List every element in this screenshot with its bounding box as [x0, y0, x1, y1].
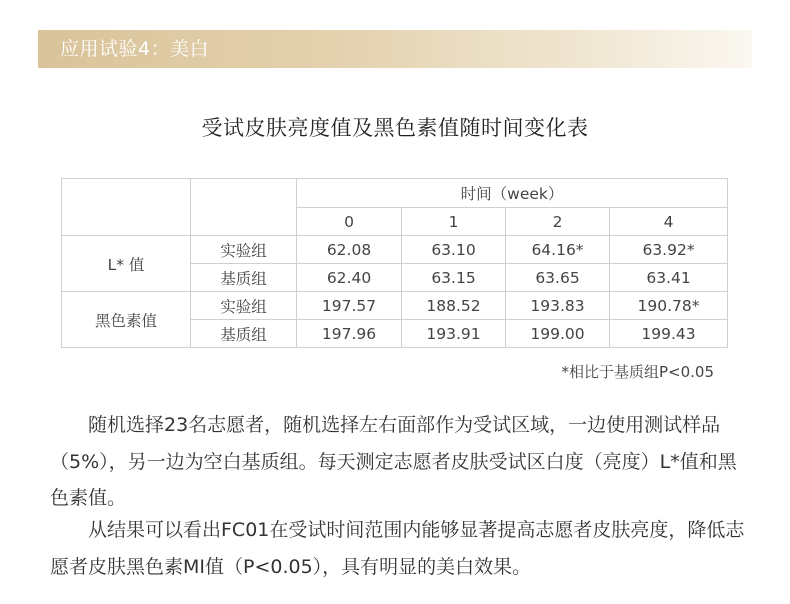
table-title: 受试皮肤亮度值及黑色素值随时间变化表 [201, 116, 589, 140]
table-cell: 188.52 [402, 292, 506, 320]
data-table [61, 178, 728, 348]
table-cell: 64.16* [506, 236, 610, 264]
row-label: 实验组 [191, 292, 297, 320]
table-header-row [62, 179, 728, 208]
header-corner-cell [62, 179, 191, 236]
table-cell: 63.15 [402, 264, 506, 292]
week-header: 4 [610, 208, 728, 236]
section-banner [38, 30, 752, 68]
row-label: 基质组 [191, 264, 297, 292]
week-header: 1 [402, 208, 506, 236]
table-cell: 63.41 [610, 264, 728, 292]
week-header: 2 [506, 208, 610, 236]
header-group-cell [191, 179, 297, 236]
table-row [62, 236, 728, 264]
method-paragraph: 随机选择23名志愿者，随机选择左右面部作为受试区域，一边使用测试样品（5%），另一边为空白基质组。每天测定志愿者皮肤受试区白度（亮度）L*值和黑色素值。 [50, 414, 737, 509]
row-label: 实验组 [191, 236, 297, 264]
row-label: 基质组 [191, 320, 297, 348]
section-title: 应用试验4：美白 [60, 38, 210, 60]
row-group-label: L* 值 [62, 236, 191, 292]
table-cell: 190.78* [610, 292, 728, 320]
result-paragraph: 从结果可以看出FC01在受试时间范围内能够显著提高志愿者皮肤亮度，降低志愿者皮肤黑色素MI值（P<0.05），具有明显的美白效果。 [50, 519, 745, 578]
table-row [62, 292, 728, 320]
table-cell: 199.00 [506, 320, 610, 348]
table-cell: 62.40 [297, 264, 402, 292]
table-cell: 63.10 [402, 236, 506, 264]
table-cell: 63.65 [506, 264, 610, 292]
row-group-label: 黑色素值 [62, 292, 191, 348]
time-header: 时间（week） [297, 179, 728, 208]
table-cell: 62.08 [297, 236, 402, 264]
week-header: 0 [297, 208, 402, 236]
table-cell: 193.83 [506, 292, 610, 320]
significance-note: *相比于基质组P<0.05 [561, 363, 714, 381]
table-cell: 197.96 [297, 320, 402, 348]
table-cell: 63.92* [610, 236, 728, 264]
table-cell: 199.43 [610, 320, 728, 348]
table-cell: 197.57 [297, 292, 402, 320]
table-cell: 193.91 [402, 320, 506, 348]
